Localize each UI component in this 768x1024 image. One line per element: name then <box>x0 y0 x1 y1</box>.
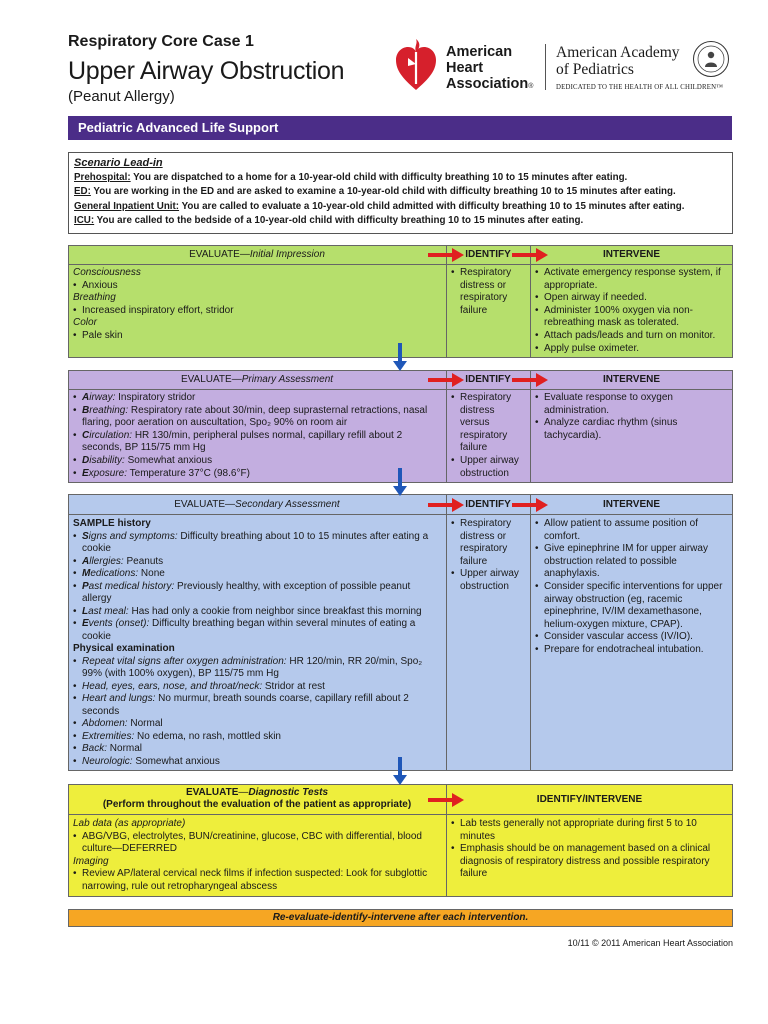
exam-label: Extremities: <box>82 730 135 742</box>
abcde-text: Respiratory rate about 30/min, deep suprasternal retractions, nasal flaring, poor aeration on auscultation, Spo₂ 90% on room air <box>82 404 428 429</box>
aha-line-3-text: Association <box>446 76 529 92</box>
abcde-letter: A <box>82 392 90 403</box>
sample-item <box>73 556 441 569</box>
abcde-letter: E <box>82 467 89 479</box>
sample-word: igns and symptoms: <box>88 530 178 542</box>
imaging-value: • Review AP/lateral cervical neck films if infection suspected: Look for subglottic narrowing, rule out retropharyngeal abscess <box>73 868 441 893</box>
sample-text: Has had only a cookie from neighbor since breakfast this morning <box>128 605 422 617</box>
exam-item <box>73 718 441 731</box>
sample-word: llergies: <box>89 555 124 567</box>
primary-item-exposure <box>73 468 441 481</box>
aha-line-1: American <box>446 44 513 60</box>
primary-item-circulation <box>73 430 441 455</box>
primary-identify-body <box>446 390 530 482</box>
aap-seal-icon <box>692 40 730 78</box>
exam-item <box>73 656 441 681</box>
identify-item: • Respiratory distress or respiratory failure <box>451 267 525 317</box>
sample-item <box>73 606 441 619</box>
exam-item <box>73 743 441 756</box>
exam-label: Abdomen: <box>82 718 128 729</box>
sample-item <box>73 618 441 643</box>
evaluate-word: EVALUATE <box>185 787 239 798</box>
secondary-evaluate-header <box>68 499 446 510</box>
abcde-word: irculation: <box>89 429 133 441</box>
diagnostic-note: (Perform throughout the evaluation of the patient as appropriate) <box>102 799 412 810</box>
abcde-word: isability: <box>89 454 125 466</box>
exam-text: Normal <box>127 718 163 729</box>
sample-text: Peanuts <box>123 555 164 567</box>
abcde-text: HR 130/min, peripheral pulses normal, capillary refill about 2 seconds, BP 115/75 mm Hg <box>82 429 403 454</box>
initial-intervene-body <box>530 265 733 357</box>
sample-word: ast medical history: <box>88 580 175 592</box>
evaluate-word: EVALUATE <box>180 374 232 385</box>
aap-wordmark <box>556 44 680 78</box>
identify-intervene-header: IDENTIFY/INTERVENE <box>536 794 643 805</box>
scenario-line-prehospital <box>74 171 727 186</box>
sample-letter: E <box>82 618 89 629</box>
exam-label: Heart and lungs: <box>82 693 156 704</box>
case-label: Respiratory Core Case 1 <box>68 33 254 50</box>
exam-item <box>73 731 441 744</box>
secondary-evaluate-body <box>68 516 446 770</box>
scenario-text: You are dispatched to a home for a 10-year-old child with difficulty breathing 10 to 15 minutes after eating. <box>130 171 628 183</box>
scenario-text: You are called to evaluate a 10-year-old child admitted with difficulty breathing 10 to 15 minutes after eating. <box>179 200 685 212</box>
exam-text: Somewhat anxious <box>132 755 220 767</box>
abcde-letter: D <box>82 454 90 466</box>
breathing-label: Breathing <box>73 292 116 304</box>
primary-identify-header: IDENTIFY <box>465 374 511 385</box>
copyright-footer: 10/11 © 2011 American Heart Association <box>567 938 733 948</box>
aha-registered-mark: ® <box>528 83 534 90</box>
identify-item: • Upper airway obstruction <box>451 568 525 593</box>
lab-data-label: Lab data (as appropriate) <box>73 818 186 829</box>
initial-evaluate-body <box>68 265 446 345</box>
logo-divider <box>545 44 546 90</box>
intervene-item: • Administer 100% oxygen via non-rebreathing mask as tolerated. <box>535 305 728 330</box>
lab-data-value: • ABG/VBG, electrolytes, BUN/creatinine, glucose, CBC with differential, blood culture—DEFERRED <box>73 831 441 856</box>
sample-item <box>73 581 441 606</box>
dash: — <box>231 374 242 385</box>
scenario-title: Scenario Lead-in <box>74 157 163 169</box>
scenario-line-inpatient <box>74 200 727 215</box>
abcde-text: Somewhat anxious <box>124 454 213 466</box>
arrow-right-icon <box>428 498 464 512</box>
scenario-label: General Inpatient Unit: <box>74 200 180 212</box>
secondary-intervene-header: INTERVENE <box>602 499 661 510</box>
sample-text: Difficulty breathing about 10 to 15 minutes after eating a cookie <box>82 530 429 554</box>
abcde-word: irway: <box>89 392 116 403</box>
scenario-text: You are working in the ED and are asked to examine a 10-year-old child with difficulty breathing 10 to 15 minutes after eating. <box>90 186 676 197</box>
identify-item: • Respiratory distress versus respiratory failure <box>451 392 525 455</box>
primary-evaluate-body <box>68 390 446 482</box>
sample-item <box>73 568 441 581</box>
exam-label: Repeat vital signs after oxygen administration: <box>82 655 287 667</box>
initial-intervene-header: INTERVENE <box>602 249 661 260</box>
evaluate-word: EVALUATE <box>174 499 226 510</box>
intervene-item: • Consider vascular access (IV/IO). <box>535 631 728 644</box>
sample-word: edications: <box>90 568 139 579</box>
initial-identify-header: IDENTIFY <box>465 249 511 260</box>
arrow-right-icon <box>428 248 464 262</box>
intervene-item: • Apply pulse oximeter. <box>535 343 728 356</box>
consciousness-label: Consciousness <box>73 267 141 278</box>
breathing-value: • Increased inspiratory effort, stridor <box>73 305 441 318</box>
exam-text: Normal <box>107 743 143 754</box>
abcde-text: Inspiratory stridor <box>115 392 196 403</box>
arrow-right-icon <box>428 793 464 807</box>
aha-wordmark <box>446 44 533 95</box>
abcde-word: xposure: <box>88 467 128 479</box>
exam-item <box>73 756 441 769</box>
scenario-line-ed <box>74 185 727 200</box>
sample-history-title: SAMPLE history <box>73 518 151 529</box>
primary-intervene-body <box>530 390 733 444</box>
sample-word: ast meal: <box>88 605 129 617</box>
sample-letter: P <box>82 580 89 592</box>
intervene-item: • Prepare for endotracheal intubation. <box>535 644 728 657</box>
abcde-letter: C <box>82 429 90 441</box>
aap-line-1: American Academy <box>556 44 680 61</box>
arrow-right-icon <box>512 498 548 512</box>
initial-heading: Initial Impression <box>249 249 325 260</box>
initial-evaluate-header <box>68 249 446 260</box>
intervene-item: • Evaluate response to oxygen administration. <box>535 392 728 417</box>
dash: — <box>239 249 250 260</box>
aap-line-2: of Pediatrics <box>556 61 634 78</box>
physical-exam-title: Physical examination <box>73 643 175 654</box>
primary-item-disability <box>73 455 441 468</box>
identify-intervene-item: • Emphasis should be on management based on a clinical diagnosis of respiratory distress and possible respiratory failure <box>451 843 728 881</box>
diagnostic-evaluate-header <box>68 787 446 811</box>
consciousness-value: • Anxious <box>73 280 441 293</box>
intervene-item: • Allow patient to assume position of comfort. <box>535 518 728 543</box>
abcde-word: reathing: <box>89 404 129 416</box>
primary-intervene-header: INTERVENE <box>602 374 661 385</box>
exam-item <box>73 693 441 718</box>
intervene-item: • Open airway if needed. <box>535 292 728 305</box>
aha-heart-torch-icon <box>394 38 438 92</box>
diagnostic-right-body <box>446 816 733 883</box>
abcde-letter: B <box>82 404 90 416</box>
aha-line-3 <box>446 76 533 95</box>
intervene-item: • Analyze cardiac rhythm (sinus tachycardia). <box>535 417 728 442</box>
identify-intervene-item: • Lab tests generally not appropriate during first 5 to 10 minutes <box>451 818 728 843</box>
sample-text: Previously healthy, with exception of possible peanut allergy <box>82 580 411 604</box>
dash: — <box>225 499 236 510</box>
scenario-line-icu <box>74 214 727 229</box>
intervene-item: • Consider specific interventions for upper airway obstruction (eg, racemic epinephrine, IV/IM dexamethasone, helium-oxygen mixture, CPAP). <box>535 581 728 631</box>
aap-tagline: DEDICATED TO THE HEALTH OF ALL CHILDREN™ <box>556 84 724 91</box>
primary-item-airway <box>73 392 441 405</box>
primary-heading: Primary Assessment <box>241 374 334 385</box>
primary-evaluate-header <box>68 374 446 385</box>
scenario-label: ICU: <box>74 215 95 226</box>
diagnostic-heading: Diagnostic Tests <box>248 787 329 798</box>
scenario-label: Prehospital: <box>74 171 131 183</box>
scenario-label: ED: <box>74 186 91 197</box>
primary-item-breathing <box>73 405 441 430</box>
exam-text: No murmur, breath sounds coarse, capillary refill about 2 seconds <box>82 693 409 717</box>
arrow-right-icon <box>512 373 548 387</box>
arrow-down-icon <box>393 757 407 785</box>
intervene-item: • Attach pads/leads and turn on monitor. <box>535 330 728 343</box>
identify-item: • Respiratory distress or respiratory failure <box>451 518 525 568</box>
pals-banner: Pediatric Advanced Life Support <box>68 116 732 140</box>
diagnostic-evaluate-line <box>68 787 446 799</box>
sample-word: vents (onset): <box>88 618 150 629</box>
arrow-down-icon <box>393 468 407 496</box>
diagnostic-evaluate-body <box>68 816 446 896</box>
evaluate-word: EVALUATE <box>189 249 240 260</box>
scenario-text: You are called to the bedside of a 10-year-old child with difficulty breathing 10 to 15 minutes after eating. <box>94 215 584 226</box>
sample-text: Difficulty breathing began within several minutes of eating a cookie <box>82 618 416 642</box>
arrow-right-icon <box>512 248 548 262</box>
header-divider <box>68 814 733 815</box>
sample-letter: A <box>82 555 90 567</box>
page-subtitle: (Peanut Allergy) <box>68 88 175 105</box>
secondary-identify-header: IDENTIFY <box>465 499 511 510</box>
sample-text: None <box>138 568 165 579</box>
sample-item <box>73 531 441 556</box>
initial-identify-body <box>446 265 530 319</box>
color-value: • Pale skin <box>73 330 441 343</box>
intervene-item: • Activate emergency response system, if appropriate. <box>535 267 728 292</box>
identify-item: • Upper airway obstruction <box>451 455 525 480</box>
secondary-intervene-body <box>530 516 733 659</box>
scenario-lead-in <box>68 152 733 234</box>
dash: — <box>238 787 249 798</box>
exam-label: Head, eyes, ears, nose, and throat/neck: <box>82 680 263 692</box>
intervene-item: • Give epinephrine IM for upper airway obstruction related to possible anaphylaxis. <box>535 543 728 581</box>
exam-label: Neurologic: <box>82 755 133 767</box>
abcde-text: Temperature 37°C (98.6°F) <box>127 467 250 479</box>
reevaluate-banner: Re-evaluate-identify-intervene after each intervention. <box>68 909 733 927</box>
exam-text: Stridor at rest <box>262 680 325 692</box>
arrow-right-icon <box>428 373 464 387</box>
header-divider <box>68 514 733 515</box>
sample-letter: L <box>82 605 89 617</box>
sample-letter: S <box>82 530 89 542</box>
exam-item <box>73 681 441 694</box>
sample-letter: M <box>82 568 91 579</box>
secondary-identify-body <box>446 516 530 596</box>
imaging-label: Imaging <box>73 855 109 867</box>
exam-label: Back: <box>82 743 108 754</box>
color-label: Color <box>73 317 97 329</box>
exam-text: HR 120/min, RR 20/min, Spo₂ 99% (with 100% oxygen), BP 115/75 mm Hg <box>82 655 423 679</box>
arrow-down-icon <box>393 343 407 371</box>
page-title: Upper Airway Obstruction <box>68 57 345 85</box>
exam-text: No edema, no rash, mottled skin <box>134 730 281 742</box>
aha-line-2: Heart <box>446 60 484 76</box>
secondary-heading: Secondary Assessment <box>235 499 340 510</box>
